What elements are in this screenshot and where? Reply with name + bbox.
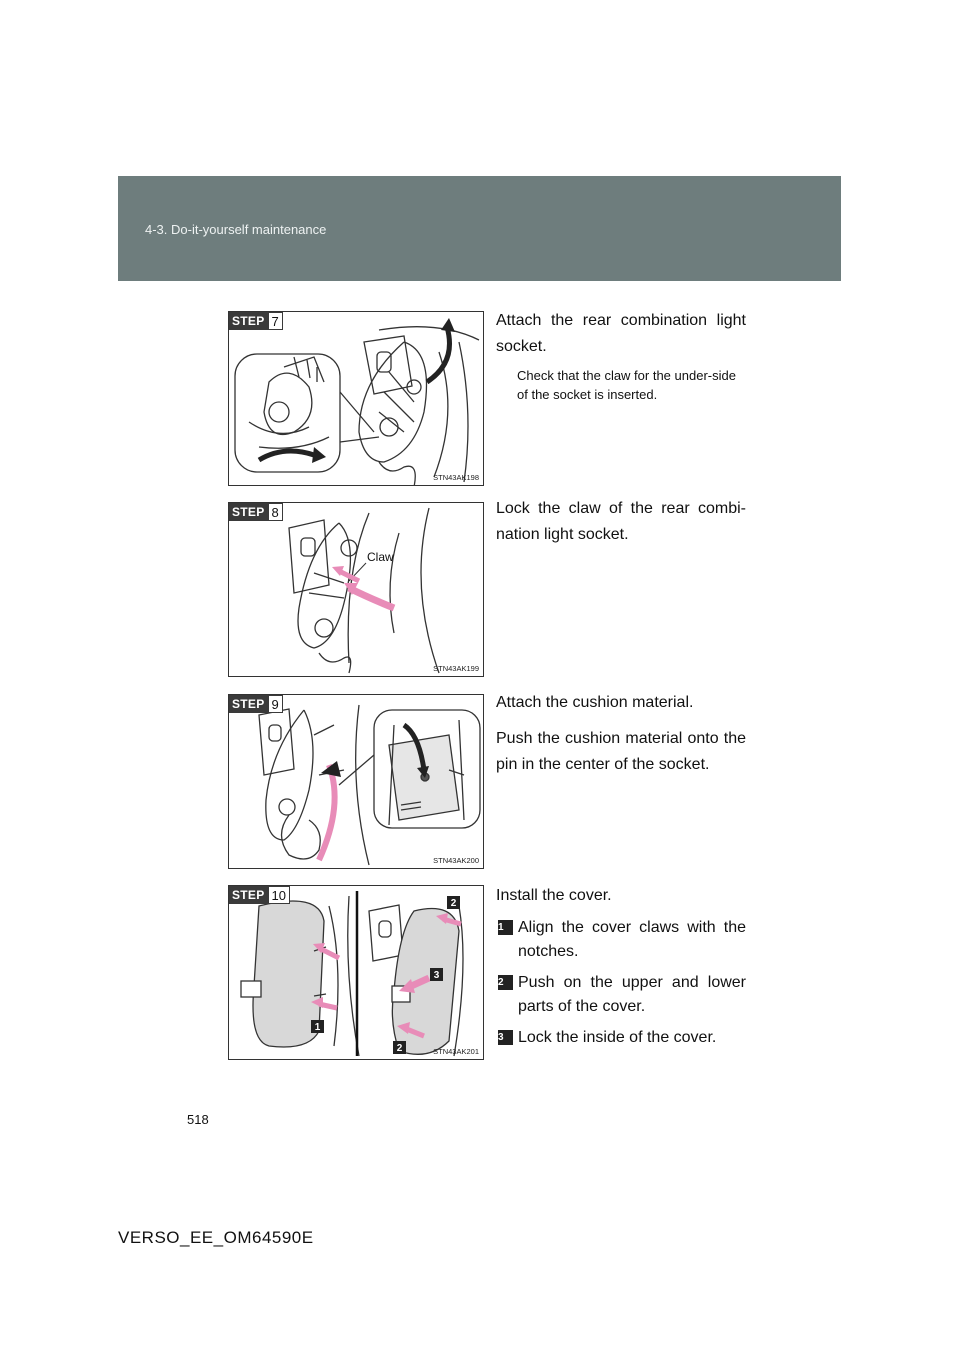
figure-code: STN43AK201 [433, 1047, 479, 1056]
cushion-illustration [229, 695, 484, 869]
list-marker: 1 [498, 920, 513, 935]
list-marker: 2 [498, 975, 513, 990]
step-number: 7 [268, 312, 283, 330]
list-item-text: Push on the upper and lower parts of the cover. [518, 974, 746, 1015]
step-8-instruction: Lock the claw of the rear combi-nation light socket. [496, 500, 746, 543]
figure-step-7 [228, 311, 484, 486]
figure-step-10 [228, 885, 484, 1060]
list-item [496, 971, 746, 1019]
figure-code: STN43AK200 [433, 856, 479, 865]
step-10-text [496, 883, 746, 1050]
step-9-detail: Push the cushion material onto the pin in the center of the socket. [496, 730, 746, 773]
figure-step-8 [228, 502, 484, 677]
step-badge [229, 503, 283, 521]
step-7-instruction: Attach the rear combination light socket. [496, 312, 746, 355]
cover-illustration [229, 886, 484, 1060]
step-word: STEP [229, 503, 268, 521]
step-9-instruction: Attach the cushion material. [496, 694, 694, 711]
page-number: 518 [187, 1112, 209, 1127]
socket-illustration [229, 312, 484, 486]
section-title: 4-3. Do-it-yourself maintenance [145, 222, 327, 237]
step-word: STEP [229, 695, 268, 713]
list-item-text: Lock the inside of the cover. [518, 1029, 717, 1046]
step-badge [229, 312, 283, 330]
marker-3-callout: 3 [433, 970, 440, 981]
step-word: STEP [229, 312, 268, 330]
step-word: STEP [229, 886, 268, 904]
marker-2-callout-bottom: 2 [396, 1043, 403, 1054]
step-10-instruction: Install the cover. [496, 887, 612, 904]
marker-1-callout: 1 [314, 1022, 321, 1033]
marker-2-callout-top: 2 [450, 898, 457, 909]
step-9-text [496, 690, 746, 778]
document-code: VERSO_EE_OM64590E [118, 1228, 314, 1247]
list-marker: 3 [498, 1030, 513, 1045]
list-item [496, 916, 746, 964]
figure-code: STN43AK198 [433, 473, 479, 482]
step-7-text [496, 308, 746, 404]
list-item-text: Align the cover claws with the notches. [518, 919, 746, 960]
step-number: 9 [268, 695, 283, 713]
figure-step-9 [228, 694, 484, 869]
step-number: 10 [268, 886, 290, 904]
step-badge [229, 886, 290, 904]
claw-callout: Claw [367, 550, 394, 564]
step-badge [229, 695, 283, 713]
figure-code: STN43AK199 [433, 664, 479, 673]
claw-illustration [229, 503, 484, 677]
step-7-note: Check that the claw for the under-side of the socket is inserted. [517, 368, 736, 402]
step-number: 8 [268, 503, 283, 521]
list-item [496, 1026, 746, 1050]
step-8-text [496, 496, 746, 548]
